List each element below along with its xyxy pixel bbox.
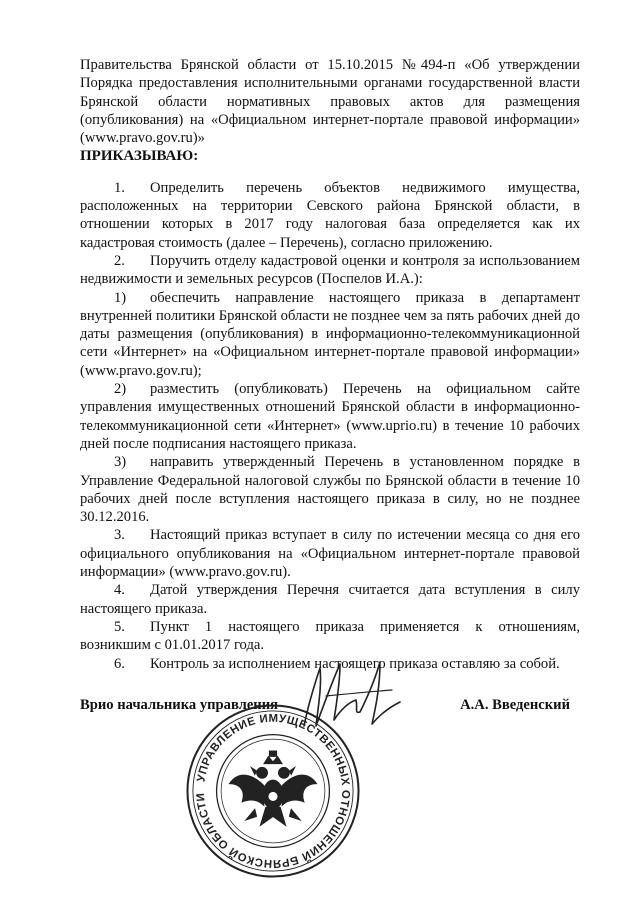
list-item — [80, 453, 580, 526]
intro-paragraph: Правительства Брянской области от 15.10.2015 №494-п «Об утверждении Порядка предоставления исполнительными органами государственной власти Брянской области нормативных правовых актов для размещения (опубликования) на «Официальном интернет-портале правовой информации» (www.pravo.gov.ru)» — [80, 57, 580, 147]
list-item — [80, 618, 580, 655]
item-text: Пункт 1 настоящего приказа применяется к отношениям, возникшим с 01.01.2017 года. — [80, 618, 580, 654]
list-item — [80, 252, 580, 289]
handwritten-signature-icon — [296, 656, 406, 736]
item-number: 1) — [114, 289, 127, 306]
item-number: 6. — [114, 655, 125, 672]
order-heading: ПРИКАЗЫВАЮ: — [80, 148, 199, 165]
item-number: 2. — [114, 252, 125, 269]
item-text: направить утвержденный Перечень в установленном порядке в Управление Федеральной налоговой службы по Брянской области в течение 10 рабочих дней после вступления настоящего приказа в силу, но не позднее 30.12.2016. — [80, 454, 580, 526]
list-item — [80, 380, 580, 453]
item-text: Датой утверждения Перечня считается дата вступления в силу настоящего приказа. — [80, 582, 580, 617]
item-number: 2) — [114, 381, 127, 398]
list-item — [80, 289, 580, 380]
item-text: Контроль за исполнением настоящего приказа оставляю за собой. — [150, 655, 560, 672]
item-number: 3. — [114, 527, 125, 544]
item-number: 3) — [114, 454, 127, 471]
signatory-position: Врио начальника управления — [80, 697, 279, 713]
item-text: Настоящий приказ вступает в силу по истечении месяца со дня его официального опубликования на «Официальном интернет-портале правовой информации» (www.pravo.gov.ru). — [80, 527, 580, 581]
item-number: 1. — [114, 179, 125, 196]
item-number: 4. — [114, 582, 125, 599]
item-text: Поручить отделу кадастровой оценки и контроля за использованием недвижимости и земельных ресурсов (Поспелов И.А.): — [80, 252, 580, 288]
list-item — [80, 526, 580, 581]
item-text: обеспечить направление настоящего приказа в департамент внутренней политики Брянской области не позднее чем за пять рабочих дней до даты размещения (опубликования) в информационно-телекоммуникационной сети «Интернет» на «Официальном интернет-портале правовой информации» (www.pravo.gov.ru); — [80, 289, 580, 379]
list-item — [80, 179, 580, 252]
item-number: 5. — [114, 618, 125, 635]
list-item — [80, 581, 580, 618]
document-body — [80, 56, 580, 673]
item-text: Определить перечень объектов недвижимого имущества, расположенных на территории Севского района Брянской области, в отношении которых в 2017 году налоговая база определяется как их кадастровая стоимость (далее – Перечень), согласно приложению. — [80, 179, 580, 251]
signatory-name: А.А. Введенский — [460, 697, 570, 713]
seal-text: УПРАВЛЕНИЕ ИМУЩЕСТВЕННЫХ ОТНОШЕНИЙ БРЯНСКОЙ ОБЛАСТИ — [194, 712, 352, 870]
item-text: разместить (опубликовать) Перечень на официальном сайте управления имущественных отношений Брянской области в информационно-телекоммуникационной сети «Интернет» (www.uprio.ru) в течение 10 рабочих дней после подписания настоящего приказа. — [80, 381, 580, 452]
